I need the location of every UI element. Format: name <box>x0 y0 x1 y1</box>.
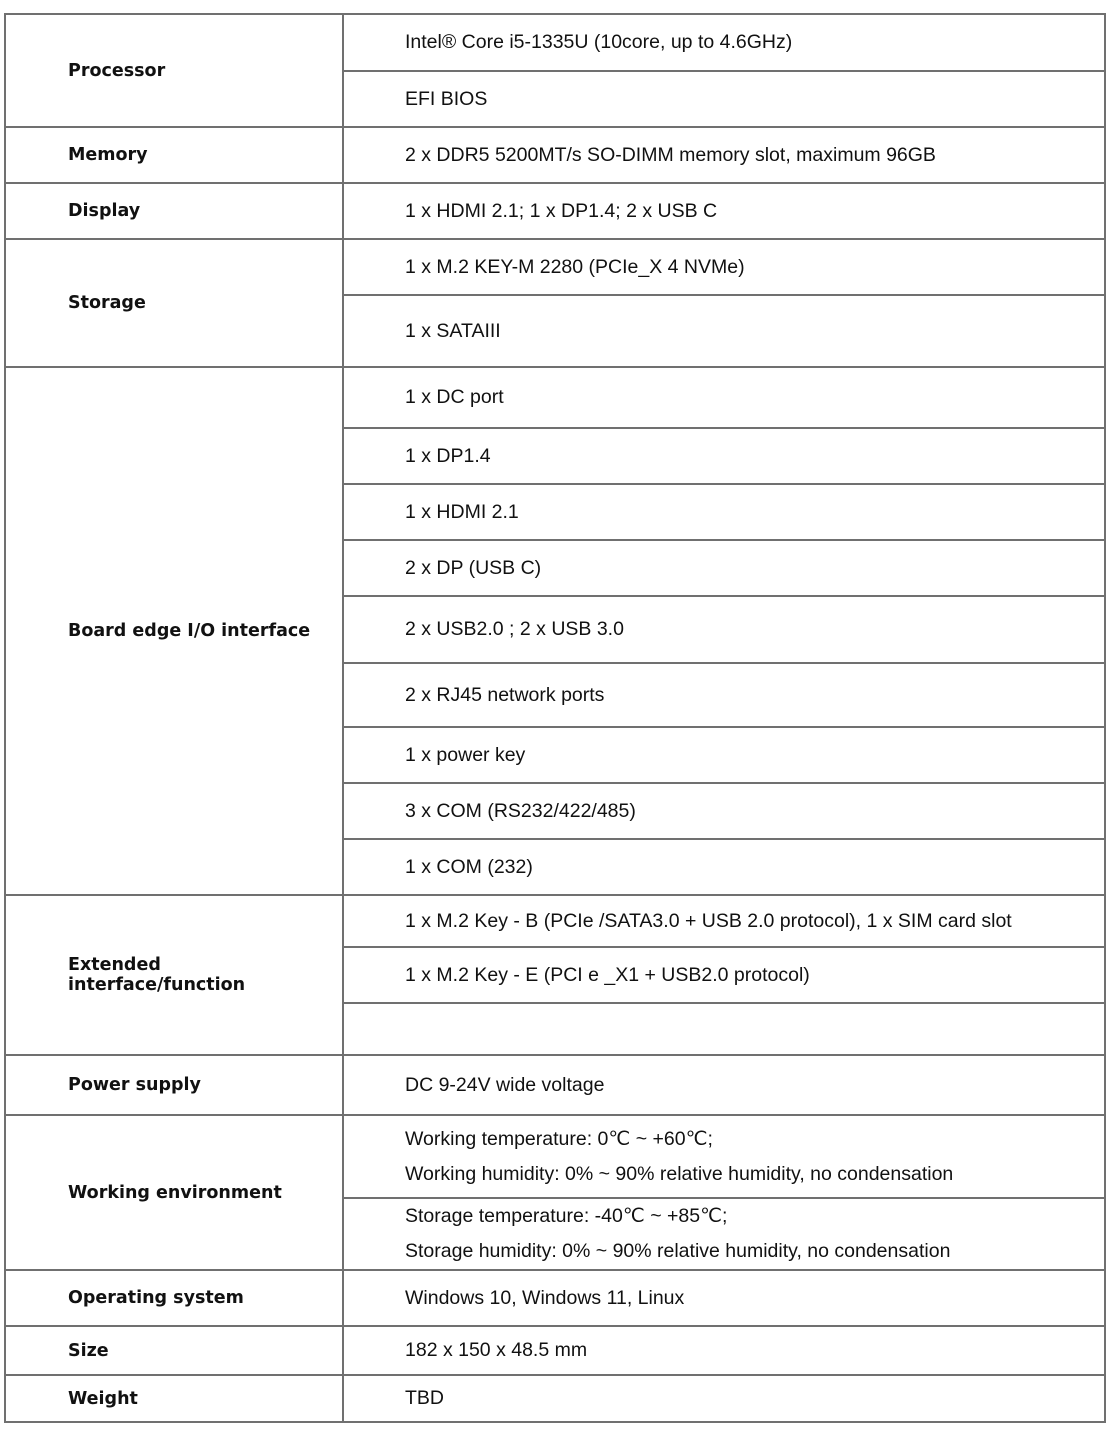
extended-m2-e-value: 1 x M.2 Key - E (PCI e _X1 + USB2.0 protocol) <box>343 947 1105 1003</box>
os-label: Operating system <box>5 1270 343 1326</box>
environment-storage-value <box>343 1198 1105 1270</box>
io-power-key-value: 1 x power key <box>343 727 1105 783</box>
storage-sata-value: 1 x SATAIII <box>343 295 1105 367</box>
working-temperature-text: Working temperature: 0℃ ~ +60℃; <box>405 1127 713 1150</box>
weight-label: Weight <box>5 1375 343 1422</box>
table-row <box>5 127 1105 183</box>
os-value: Windows 10, Windows 11, Linux <box>343 1270 1105 1326</box>
io-dp-value: 1 x DP1.4 <box>343 428 1105 484</box>
table-row <box>5 1326 1105 1375</box>
table-row <box>5 183 1105 239</box>
spec-table <box>4 13 1106 1423</box>
extended-m2-b-value: 1 x M.2 Key - B (PCIe /SATA3.0 + USB 2.0 protocol), 1 x SIM card slot <box>343 895 1105 947</box>
table-row <box>5 367 1105 428</box>
table-row <box>5 1270 1105 1326</box>
display-value: 1 x HDMI 2.1; 1 x DP1.4; 2 x USB C <box>343 183 1105 239</box>
table-row <box>5 14 1105 71</box>
size-label: Size <box>5 1326 343 1375</box>
environment-label: Working environment <box>5 1115 343 1270</box>
memory-label: Memory <box>5 127 343 183</box>
processor-label: Processor <box>5 14 343 127</box>
io-rj45-value: 2 x RJ45 network ports <box>343 663 1105 727</box>
extended-empty-value <box>343 1003 1105 1055</box>
environment-working-value <box>343 1115 1105 1198</box>
power-value: DC 9-24V wide voltage <box>343 1055 1105 1115</box>
display-label: Display <box>5 183 343 239</box>
extended-label: Extended interface/function <box>5 895 343 1055</box>
io-com-rs-value: 3 x COM (RS232/422/485) <box>343 783 1105 839</box>
working-humidity-text: Working humidity: 0% ~ 90% relative humidity, no condensation <box>405 1162 954 1185</box>
io-com-232-value: 1 x COM (232) <box>343 839 1105 895</box>
table-row <box>5 1055 1105 1115</box>
table-row <box>5 1375 1105 1422</box>
processor-cpu-value: Intel® Core i5-1335U (10core, up to 4.6GHz) <box>343 14 1105 71</box>
io-dc-port-value: 1 x DC port <box>343 367 1105 428</box>
storage-label: Storage <box>5 239 343 367</box>
io-usb-value: 2 x USB2.0 ; 2 x USB 3.0 <box>343 596 1105 663</box>
storage-m2-value: 1 x M.2 KEY-M 2280 (PCIe_X 4 NVMe) <box>343 239 1105 295</box>
table-row <box>5 895 1105 947</box>
table-row <box>5 239 1105 295</box>
storage-humidity-text: Storage humidity: 0% ~ 90% relative humidity, no condensation <box>405 1240 951 1262</box>
io-label: Board edge I/O interface <box>5 367 343 895</box>
storage-temperature-text: Storage temperature: -40℃ ~ +85℃; <box>405 1205 728 1227</box>
power-label: Power supply <box>5 1055 343 1115</box>
memory-value: 2 x DDR5 5200MT/s SO-DIMM memory slot, maximum 96GB <box>343 127 1105 183</box>
io-hdmi-value: 1 x HDMI 2.1 <box>343 484 1105 540</box>
processor-bios-value: EFI BIOS <box>343 71 1105 127</box>
table-row <box>5 1115 1105 1198</box>
size-value: 182 x 150 x 48.5 mm <box>343 1326 1105 1375</box>
io-dp-usbc-value: 2 x DP (USB C) <box>343 540 1105 596</box>
weight-value: TBD <box>343 1375 1105 1422</box>
